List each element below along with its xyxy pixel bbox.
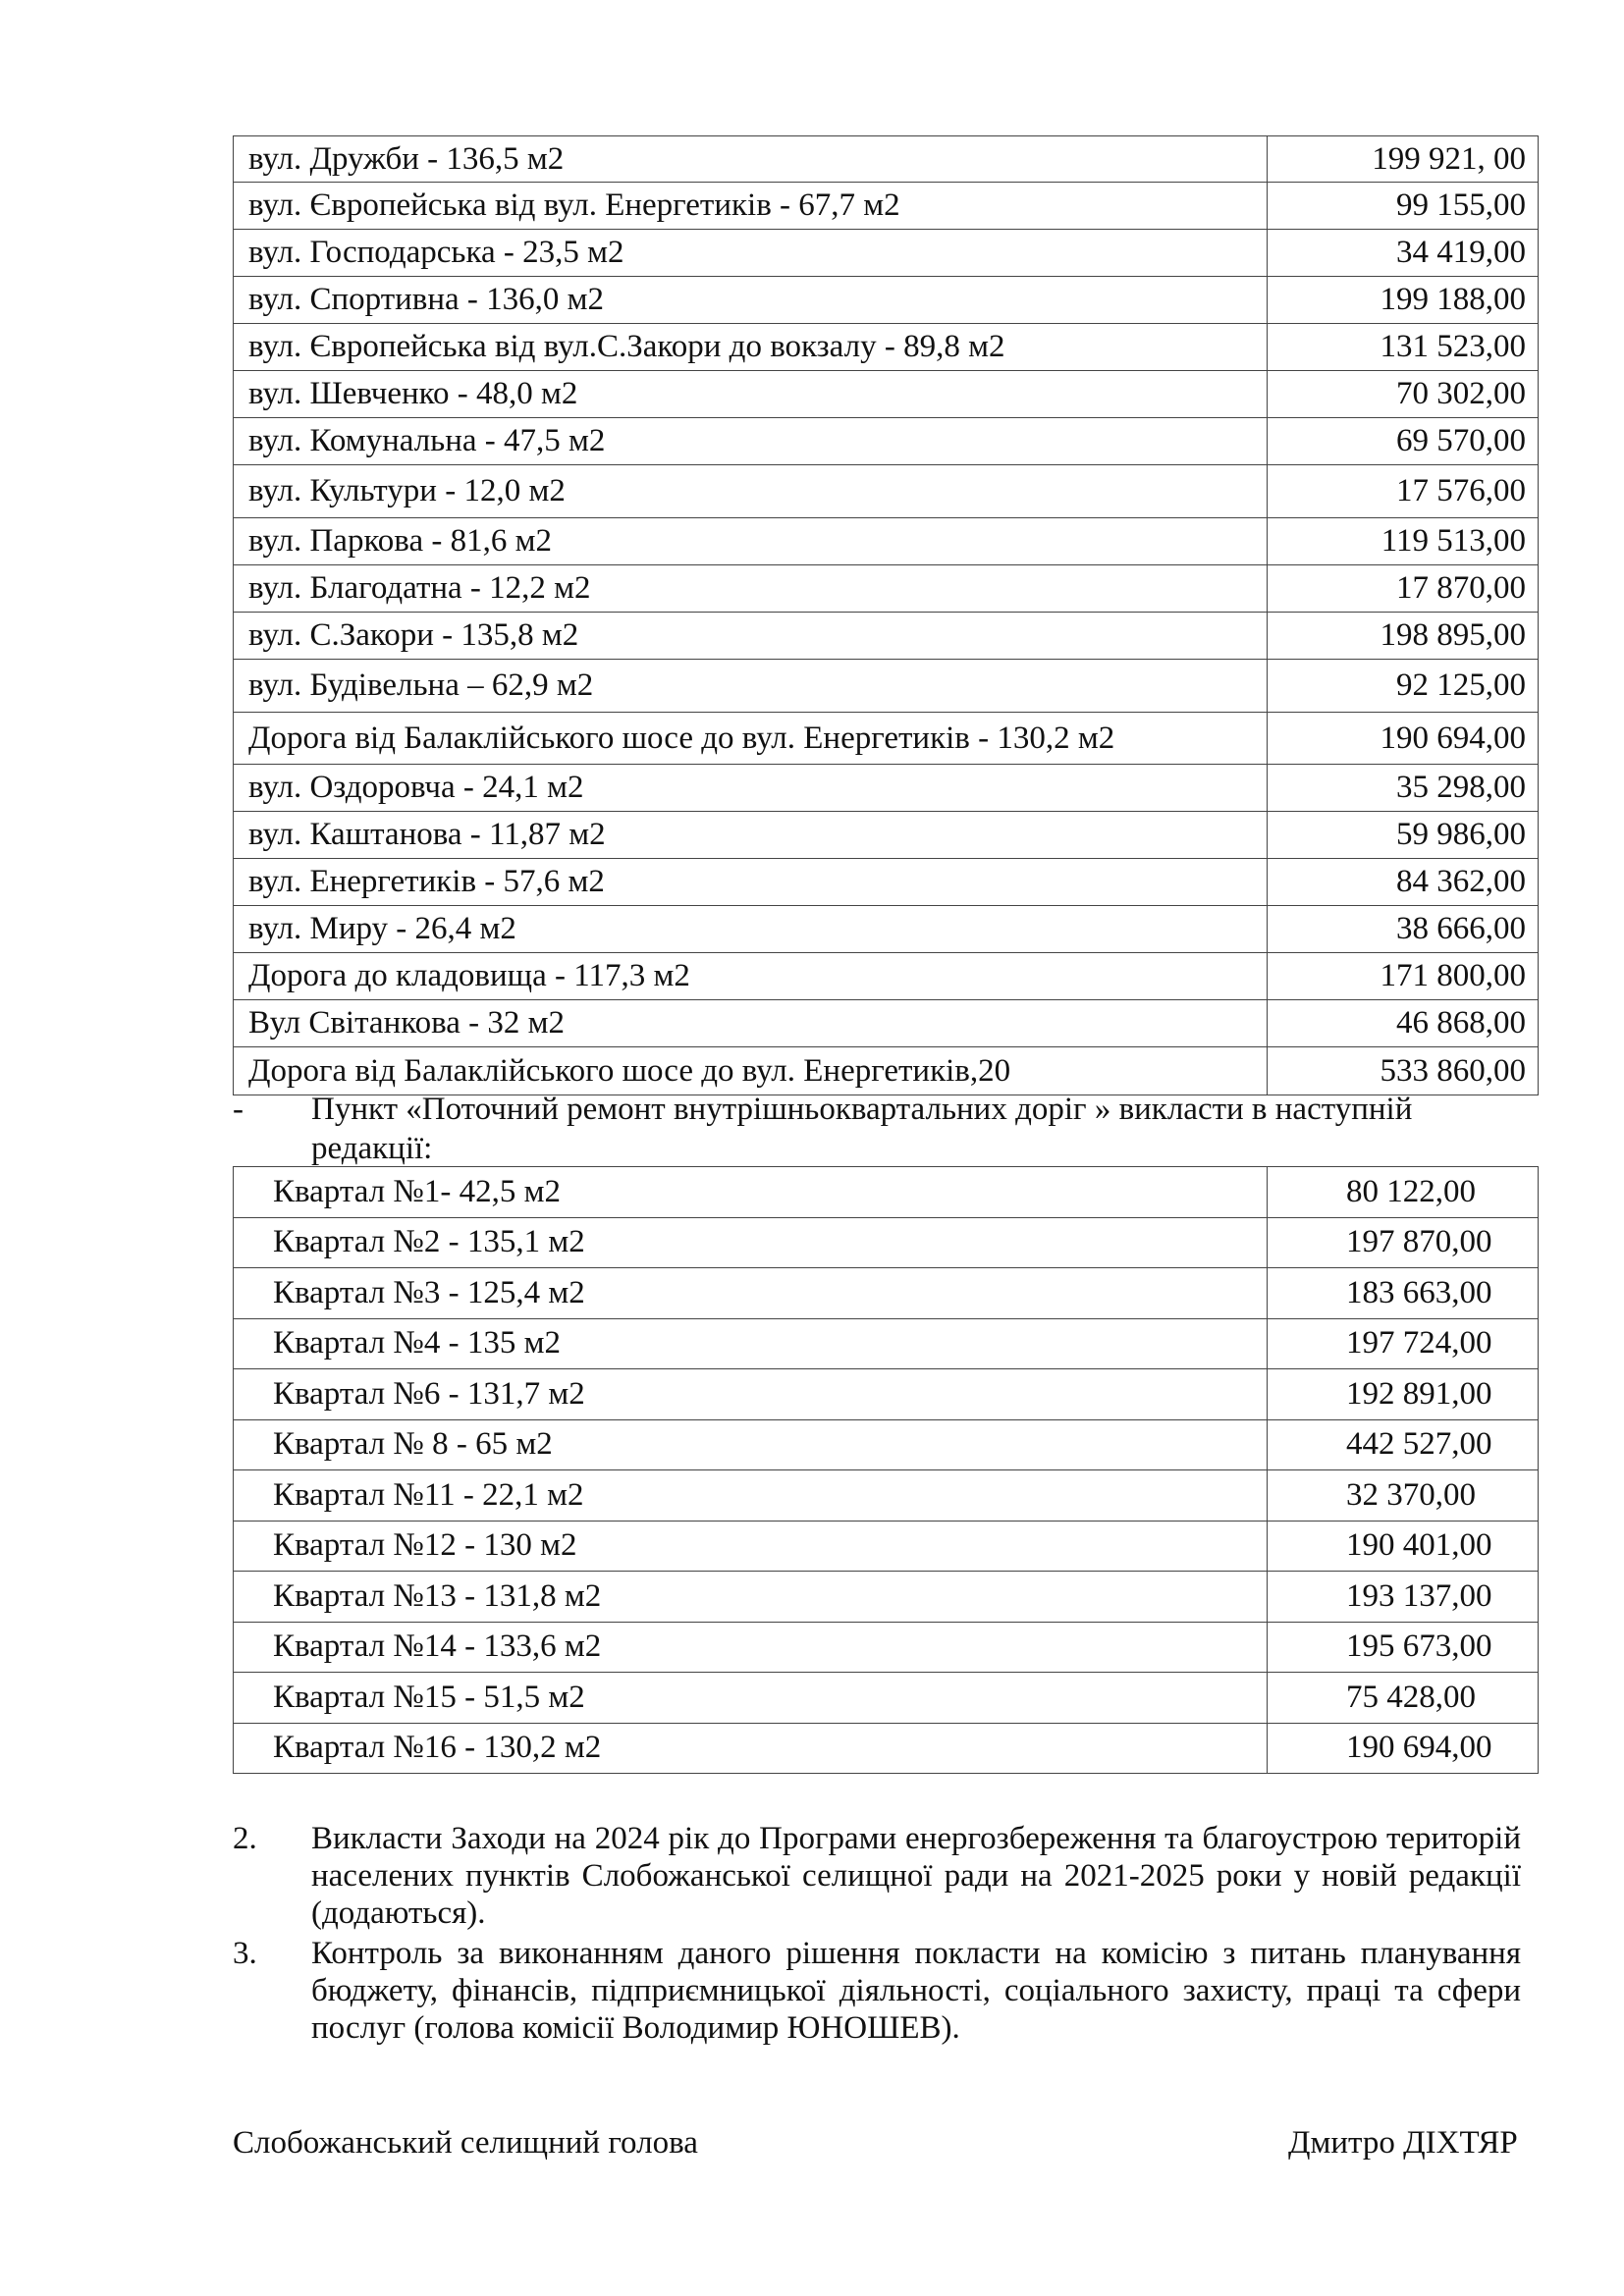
- cost-cell: 59 986,00: [1268, 812, 1539, 859]
- cost-cell: 35 298,00: [1268, 765, 1539, 812]
- table-row: [234, 465, 1539, 518]
- street-name-cell: вул. Миру - 26,4 м2: [234, 906, 1268, 953]
- item-text: Контроль за виконанням даного рішення покласти на комісію з питань планування бюджету, фінансів, підприємницької діяльності, соціального захисту, праці та сфери послуг (голова комісії Володимир ЮНОШЕВ).: [311, 1936, 1521, 2046]
- cost-cell: 533 860,00: [1268, 1047, 1539, 1095]
- cost-cell: 198 895,00: [1268, 613, 1539, 660]
- street-name-cell: вул. Каштанова - 11,87 м2: [234, 812, 1268, 859]
- cost-cell: 119 513,00: [1268, 518, 1539, 565]
- cost-cell: 190 694,00: [1268, 713, 1539, 765]
- signature-position: Слобожанський селищний голова: [233, 2125, 698, 2161]
- item-number: 3.: [233, 1936, 257, 1971]
- cost-cell: 80 122,00: [1268, 1167, 1539, 1218]
- cost-cell: 84 362,00: [1268, 859, 1539, 906]
- street-name-cell: вул. Шевченко - 48,0 м2: [234, 371, 1268, 418]
- table-row: [234, 277, 1539, 324]
- quarter-name-cell: Квартал №2 - 135,1 м2: [234, 1217, 1268, 1268]
- quarter-name-cell: Квартал №11 - 22,1 м2: [234, 1470, 1268, 1522]
- quarter-name-cell: Квартал №12 - 130 м2: [234, 1521, 1268, 1572]
- table-row: [234, 230, 1539, 277]
- cost-cell: 197 870,00: [1268, 1217, 1539, 1268]
- cost-cell: 171 800,00: [1268, 953, 1539, 1000]
- quarter-name-cell: Квартал № 8 - 65 м2: [234, 1419, 1268, 1470]
- cost-cell: 195 673,00: [1268, 1622, 1539, 1673]
- item-number: 2.: [233, 1821, 257, 1856]
- cost-cell: 69 570,00: [1268, 418, 1539, 465]
- table-row: [234, 1622, 1539, 1673]
- street-name-cell: вул. Європейська від вул.С.Закори до вокзалу - 89,8 м2: [234, 324, 1268, 371]
- table-row: [234, 371, 1539, 418]
- table-row: [234, 418, 1539, 465]
- quarter-name-cell: Квартал №3 - 125,4 м2: [234, 1268, 1268, 1319]
- street-name-cell: вул. Комунальна - 47,5 м2: [234, 418, 1268, 465]
- item-text: Викласти Заходи на 2024 рік до Програми енергозбереження та благоустрою територій населених пунктів Слобожанської селищної ради на 2021-2025 роки у новій редакції (додаються).: [311, 1821, 1521, 1931]
- street-name-cell: вул. Енергетиків - 57,6 м2: [234, 859, 1268, 906]
- quarter-name-cell: Квартал №4 - 135 м2: [234, 1318, 1268, 1369]
- dash-marker: -: [233, 1092, 244, 1127]
- cost-cell: 32 370,00: [1268, 1470, 1539, 1522]
- quarter-name-cell: Квартал №14 - 133,6 м2: [234, 1622, 1268, 1673]
- cost-cell: 92 125,00: [1268, 660, 1539, 713]
- table-row: [234, 1217, 1539, 1268]
- table-row: [234, 1268, 1539, 1319]
- quarter-name-cell: Квартал №13 - 131,8 м2: [234, 1572, 1268, 1623]
- table-row: [234, 1318, 1539, 1369]
- cost-cell: 442 527,00: [1268, 1419, 1539, 1470]
- cost-cell: 197 724,00: [1268, 1318, 1539, 1369]
- street-name-cell: вул. Благодатна - 12,2 м2: [234, 565, 1268, 613]
- street-name-cell: вул. С.Закори - 135,8 м2: [234, 613, 1268, 660]
- table-row: [234, 765, 1539, 812]
- table-row: [234, 812, 1539, 859]
- quarters-cost-table: [233, 1166, 1539, 1774]
- cost-cell: 192 891,00: [1268, 1369, 1539, 1420]
- cost-cell: 75 428,00: [1268, 1673, 1539, 1724]
- street-name-cell: вул. Культури - 12,0 м2: [234, 465, 1268, 518]
- cost-cell: 38 666,00: [1268, 906, 1539, 953]
- table-row: [234, 1470, 1539, 1522]
- cost-cell: 99 155,00: [1268, 183, 1539, 230]
- cost-cell: 199 921, 00: [1268, 136, 1539, 183]
- cost-cell: 131 523,00: [1268, 324, 1539, 371]
- paragraph-text: Пункт «Поточний ремонт внутрішньоквартальних доріг » викласти в наступній редакції:: [311, 1092, 1413, 1166]
- signature-name: Дмитро ДІХТЯР: [1288, 2125, 1518, 2161]
- cost-cell: 183 663,00: [1268, 1268, 1539, 1319]
- table-row: [234, 1673, 1539, 1724]
- table-row: [234, 713, 1539, 765]
- table-row: [234, 1000, 1539, 1047]
- quarter-name-cell: Квартал №16 - 130,2 м2: [234, 1723, 1268, 1774]
- street-name-cell: Вул Світанкова - 32 м2: [234, 1000, 1268, 1047]
- table-row: [234, 1047, 1539, 1095]
- street-name-cell: вул. Європейська від вул. Енергетиків - 67,7 м2: [234, 183, 1268, 230]
- street-name-cell: вул. Дружби - 136,5 м2: [234, 136, 1268, 183]
- cost-cell: 199 188,00: [1268, 277, 1539, 324]
- table-row: [234, 1419, 1539, 1470]
- quarter-name-cell: Квартал №1- 42,5 м2: [234, 1167, 1268, 1218]
- table-row: [234, 1723, 1539, 1774]
- table-row: [234, 859, 1539, 906]
- street-name-cell: вул. Спортивна - 136,0 м2: [234, 277, 1268, 324]
- table-row: [234, 136, 1539, 183]
- table-row: [234, 1167, 1539, 1218]
- quarter-name-cell: Квартал №6 - 131,7 м2: [234, 1369, 1268, 1420]
- quarter-name-cell: Квартал №15 - 51,5 м2: [234, 1673, 1268, 1724]
- cost-cell: 34 419,00: [1268, 230, 1539, 277]
- cost-cell: 70 302,00: [1268, 371, 1539, 418]
- table-row: [234, 660, 1539, 713]
- table-row: [234, 565, 1539, 613]
- street-name-cell: Дорога до кладовища - 117,3 м2: [234, 953, 1268, 1000]
- table-row: [234, 613, 1539, 660]
- table-row: [234, 1369, 1539, 1420]
- table-row: [234, 1572, 1539, 1623]
- street-name-cell: Дорога від Балаклійського шосе до вул. Енергетиків,20: [234, 1047, 1268, 1095]
- street-name-cell: вул. Будівельна – 62,9 м2: [234, 660, 1268, 713]
- table-row: [234, 518, 1539, 565]
- street-name-cell: Дорога від Балаклійського шосе до вул. Енергетиків - 130,2 м2: [234, 713, 1268, 765]
- street-name-cell: вул. Оздоровча - 24,1 м2: [234, 765, 1268, 812]
- table-row: [234, 183, 1539, 230]
- cost-cell: 193 137,00: [1268, 1572, 1539, 1623]
- table-row: [234, 953, 1539, 1000]
- cost-cell: 17 870,00: [1268, 565, 1539, 613]
- cost-cell: 17 576,00: [1268, 465, 1539, 518]
- table-row: [234, 324, 1539, 371]
- cost-cell: 46 868,00: [1268, 1000, 1539, 1047]
- table-row: [234, 906, 1539, 953]
- cost-cell: 190 401,00: [1268, 1521, 1539, 1572]
- street-name-cell: вул. Господарська - 23,5 м2: [234, 230, 1268, 277]
- street-name-cell: вул. Паркова - 81,6 м2: [234, 518, 1268, 565]
- streets-cost-table: [233, 135, 1539, 1095]
- table-row: [234, 1521, 1539, 1572]
- cost-cell: 190 694,00: [1268, 1723, 1539, 1774]
